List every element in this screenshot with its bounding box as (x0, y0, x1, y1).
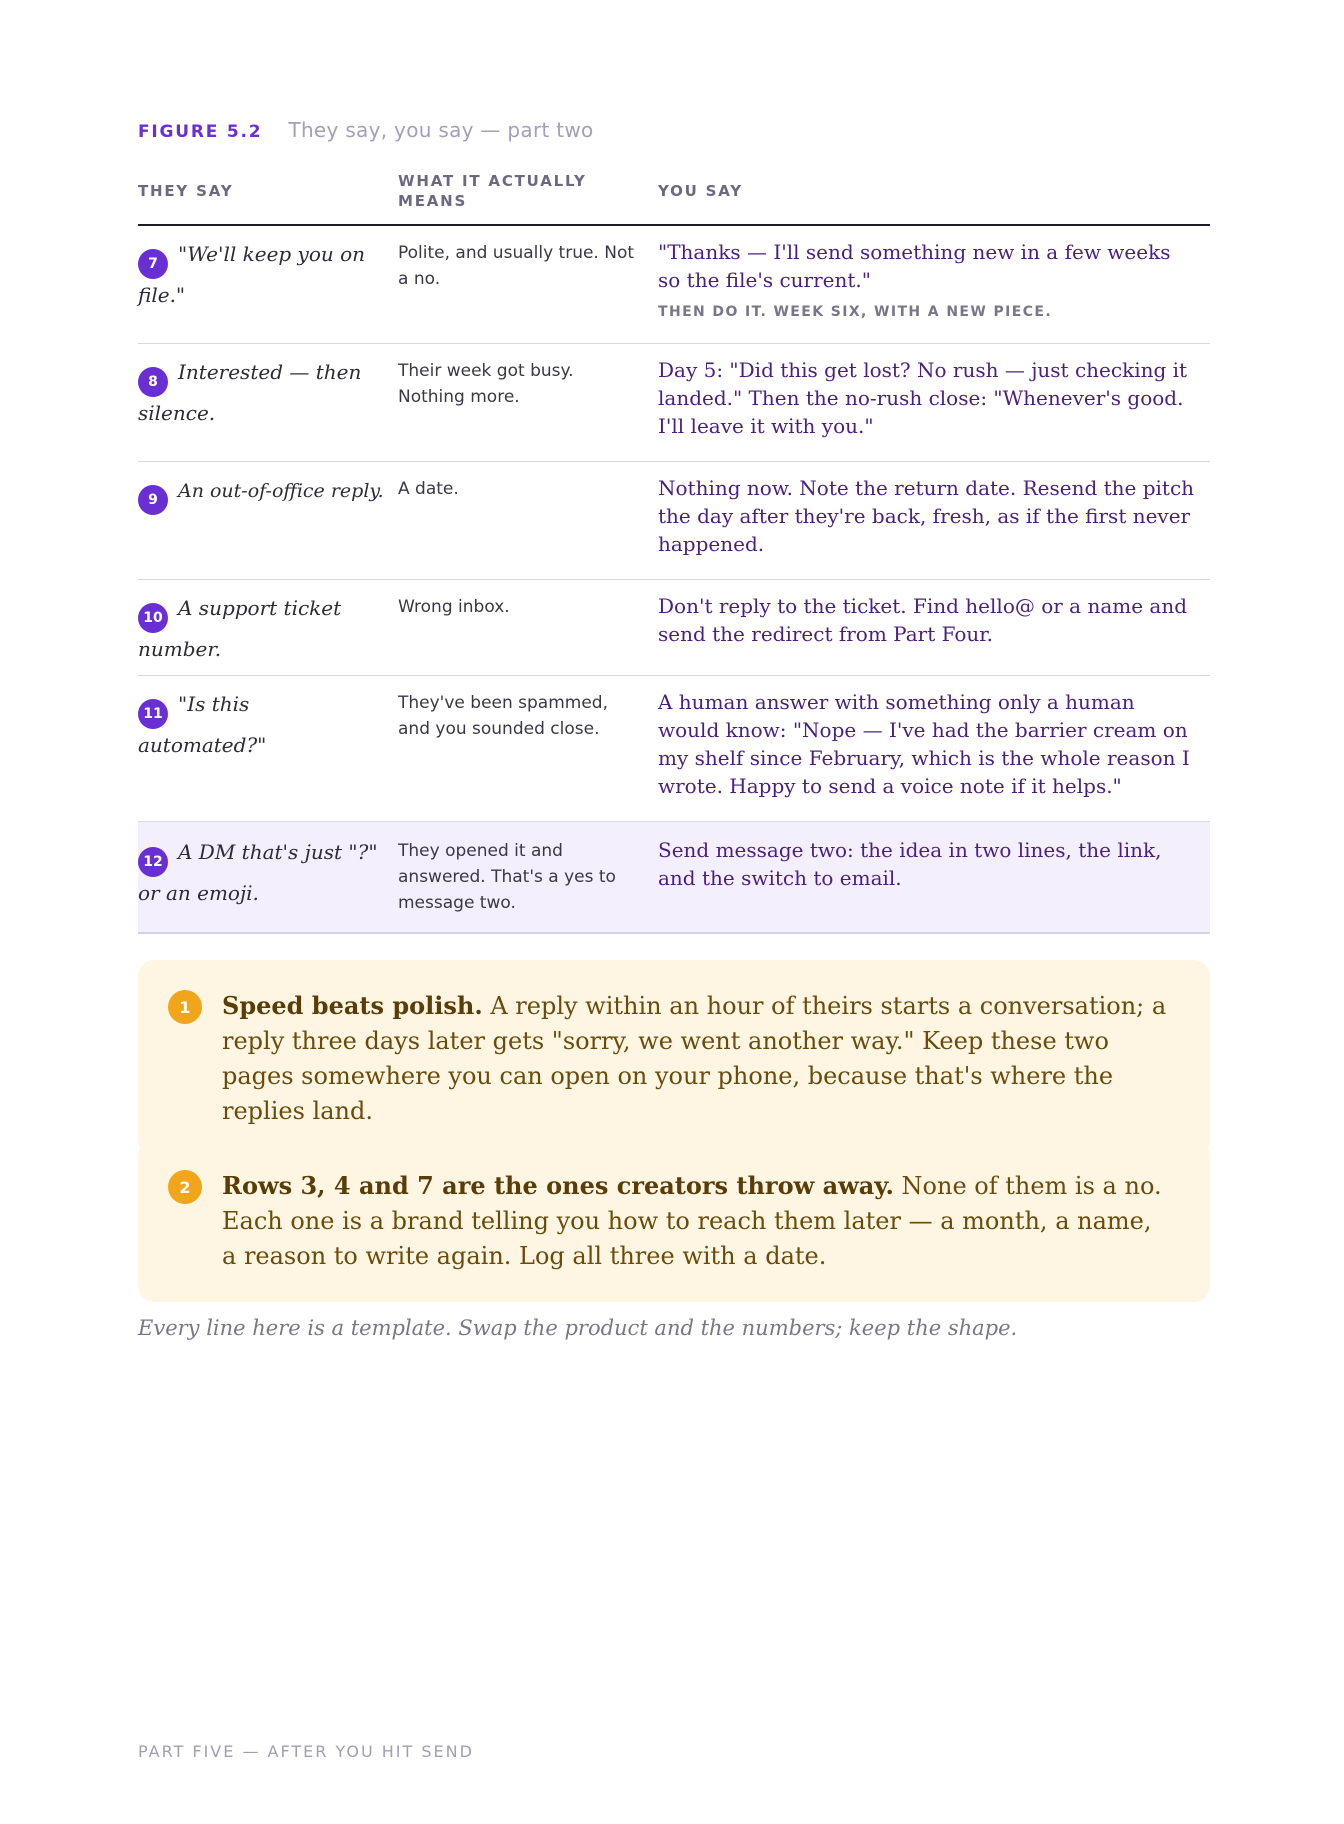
they-say-cell (138, 592, 398, 675)
table-row (138, 226, 1210, 344)
row-note: THEN DO IT. WEEK SIX, WITH A NEW PIECE. (658, 304, 1053, 320)
callout-lead: Rows 3, 4 and 7 are the ones creators throw away. (222, 1171, 894, 1200)
they-say-cell (138, 356, 398, 461)
they-say-cell (138, 836, 398, 932)
callout-lead: Speed beats polish. (222, 991, 483, 1020)
row-number-badge: 9 (138, 485, 168, 515)
header-you-say: YOU SAY (658, 182, 743, 200)
they-say-text: An out-of-office reply. (178, 480, 384, 502)
means-cell: Polite, and usually true. Not a no. (398, 243, 635, 289)
you-say-text: Send message two: the idea in two lines, the link, and the switch to email. (658, 838, 1162, 890)
you-say-text: Nothing now. Note the return date. Resend the pitch the day after they're back, fresh, as if the first never happened. (658, 476, 1195, 556)
row-number-badge: 10 (138, 603, 168, 633)
you-say-text: "Thanks — I'll send something new in a few weeks so the file's current." (658, 240, 1171, 292)
means-cell: Wrong inbox. (398, 597, 510, 617)
you-say-cell (658, 238, 1210, 343)
table-row (138, 344, 1210, 462)
figure-label: FIGURE 5.2 (138, 122, 263, 142)
table-header (138, 158, 1210, 226)
means-cell: They've been spammed, and you sounded close. (398, 693, 609, 739)
row-number-badge: 12 (138, 847, 168, 877)
they-say-text: Interested — then silence. (138, 360, 362, 425)
table-row (138, 462, 1210, 580)
callout-body: None of them is a no. Each one is a brand telling you how to reach them later — a month, a name, a reason to write again. Log all three with a date. (222, 1172, 1162, 1270)
figure-header (138, 118, 1210, 142)
callout-text (222, 988, 1170, 1129)
table-row (138, 580, 1210, 676)
figure-title: They say, you say — part two (288, 118, 594, 142)
you-say-text: Don't reply to the ticket. Find hello@ or a name and send the redirect from Part Four. (658, 594, 1188, 646)
you-say-text: A human answer with something only a human would know: "Nope — I've had the barrier cream on my shelf since February, which is the whole reason I wrote. Happy to send a voice note if it helps." (658, 690, 1190, 798)
table-row (138, 676, 1210, 822)
they-say-text: "Is this automated?" (138, 692, 267, 757)
callout-number-badge: 1 (168, 990, 202, 1024)
they-say-text: A DM that's just "?" or an emoji. (138, 840, 378, 905)
they-say-text: A support ticket number. (138, 596, 342, 661)
callout-box (138, 960, 1210, 1157)
they-say-cell (138, 688, 398, 821)
row-number-badge: 11 (138, 699, 168, 729)
header-means: WHAT IT ACTUALLY MEANS (398, 172, 587, 210)
they-say-text: "We'll keep you on file." (138, 242, 366, 307)
figure-container (138, 118, 1210, 1340)
table-row-highlighted (138, 822, 1210, 934)
callout-number-badge: 2 (168, 1170, 202, 1204)
means-cell: A date. (398, 479, 459, 499)
callout-body: A reply within an hour of theirs starts a conversation; a reply three days later gets "sorry, we went another way." Keep these two pages somewhere you can open on your phone, because that's where the replies land. (222, 992, 1167, 1125)
callout-box (138, 1140, 1210, 1302)
header-they-say: THEY SAY (138, 182, 234, 200)
row-number-badge: 7 (138, 249, 168, 279)
they-say-cell (138, 238, 398, 343)
figure-caption: Every line here is a template. Swap the product and the numbers; keep the shape. (138, 1316, 1018, 1340)
means-cell: Their week got busy. Nothing more. (398, 361, 574, 407)
row-number-badge: 8 (138, 367, 168, 397)
page-footer: PART FIVE — AFTER YOU HIT SEND (138, 1742, 474, 1761)
they-say-cell (138, 474, 398, 579)
means-cell: They opened it and answered. That's a yes to message two. (398, 841, 616, 913)
callout-text (222, 1168, 1170, 1274)
you-say-text: Day 5: "Did this get lost? No rush — just checking it landed." Then the no-rush close: "Whenever's good. I'll leave it with you." (658, 358, 1188, 438)
